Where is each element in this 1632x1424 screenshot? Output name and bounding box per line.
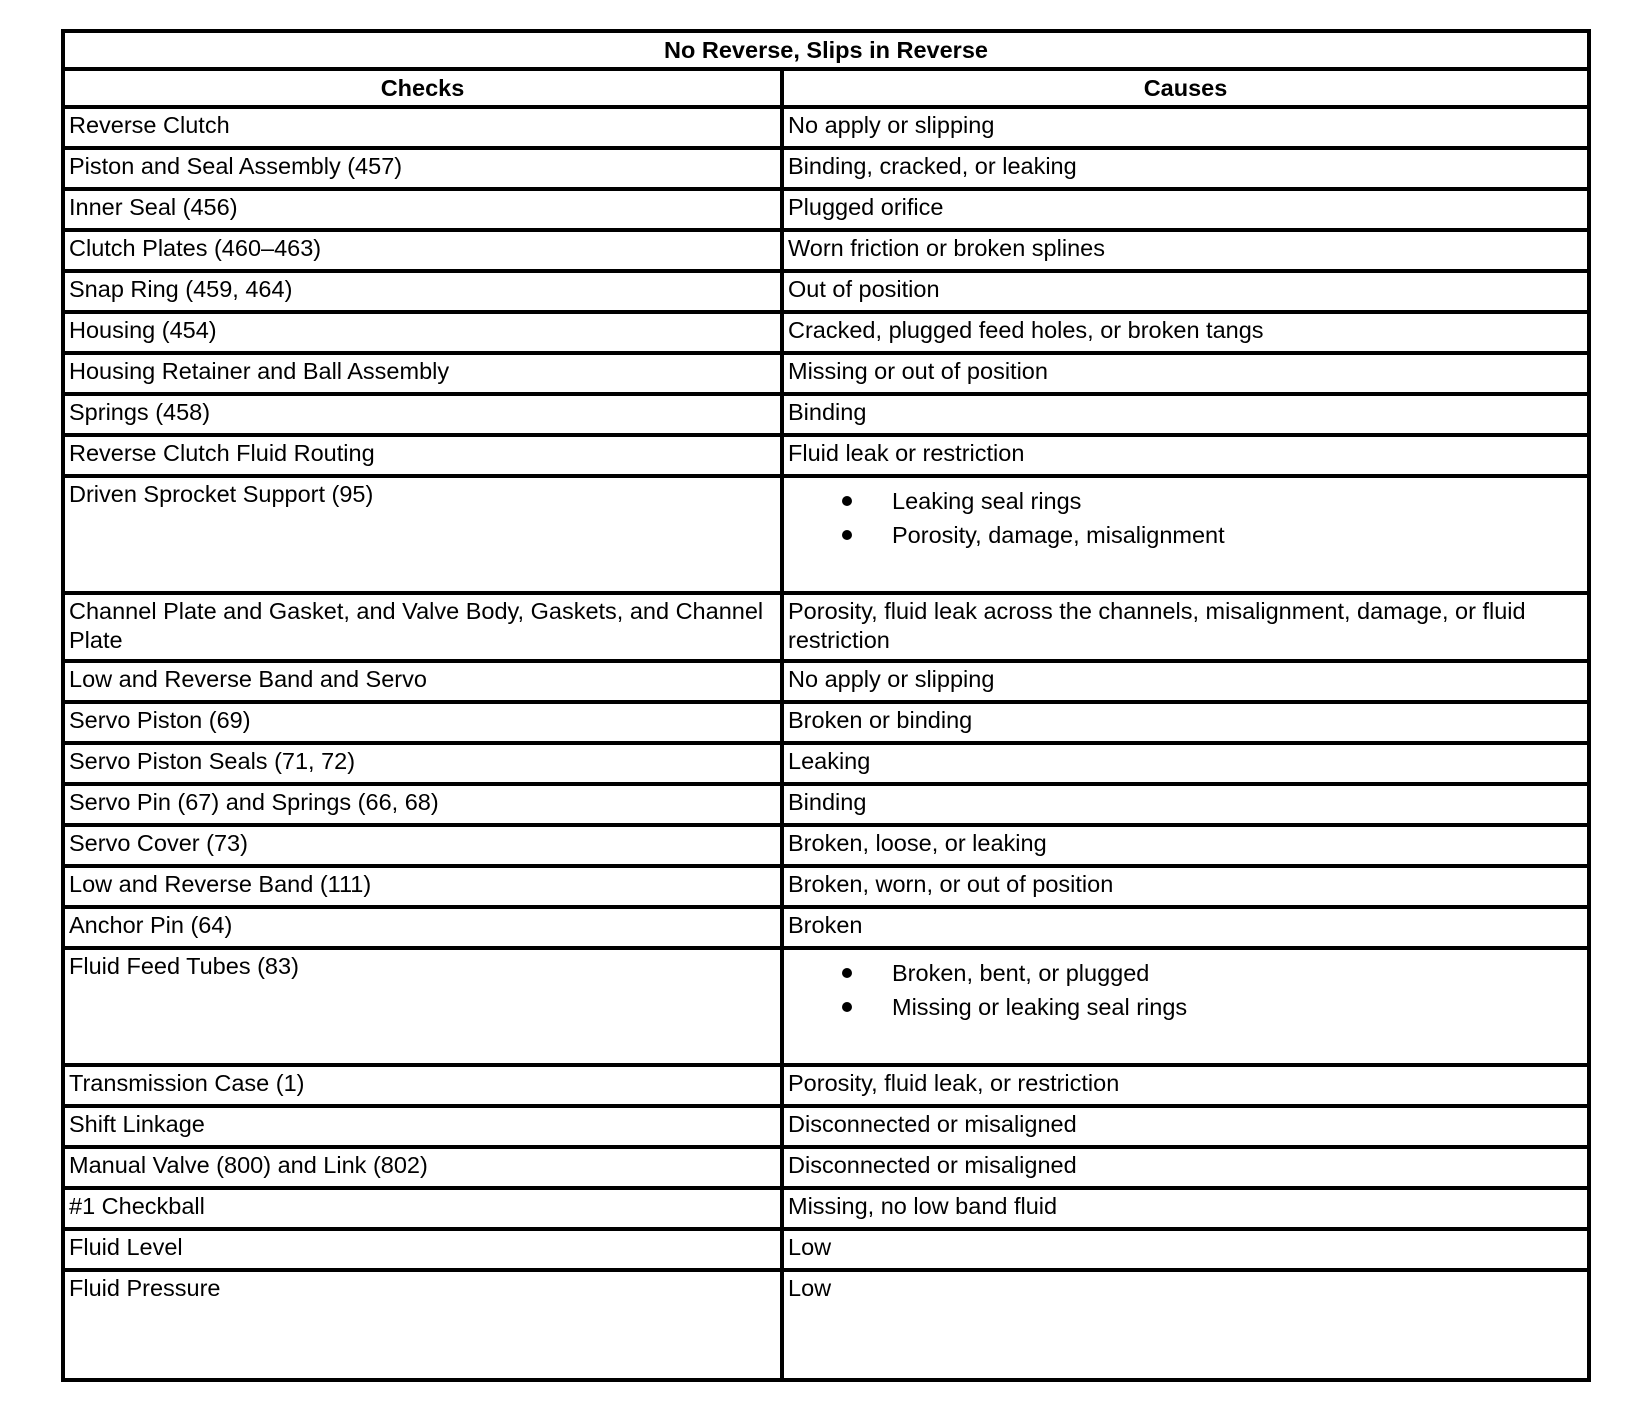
table-row xyxy=(63,743,1589,784)
table-header-row xyxy=(63,69,1589,107)
table-row xyxy=(63,394,1589,435)
check-cell: Clutch Plates (460–463) xyxy=(63,230,782,271)
table-row xyxy=(63,1270,1589,1380)
table-row xyxy=(63,948,1589,1065)
table-row xyxy=(63,825,1589,866)
causes-header: Causes xyxy=(782,69,1589,107)
table-row xyxy=(63,1147,1589,1188)
bullet-icon xyxy=(842,530,852,540)
table-row xyxy=(63,476,1589,593)
cause-cell: Missing or out of position xyxy=(782,353,1589,394)
cause-cell: Binding, cracked, or leaking xyxy=(782,148,1589,189)
check-cell: Manual Valve (800) and Link (802) xyxy=(63,1147,782,1188)
table-row xyxy=(63,1229,1589,1270)
check-cell: Driven Sprocket Support (95) xyxy=(63,476,782,593)
cause-cell: Broken xyxy=(782,907,1589,948)
table-row xyxy=(63,230,1589,271)
table-row xyxy=(63,1188,1589,1229)
check-cell: Low and Reverse Band (111) xyxy=(63,866,782,907)
bullet-icon xyxy=(842,496,852,506)
check-cell: Servo Pin (67) and Springs (66, 68) xyxy=(63,784,782,825)
cause-cell: Low xyxy=(782,1270,1589,1380)
check-cell: Anchor Pin (64) xyxy=(63,907,782,948)
check-cell: Reverse Clutch xyxy=(63,107,782,148)
cause-cell: Porosity, fluid leak across the channels, misalignment, damage, or fluid restriction xyxy=(782,593,1589,661)
table-row xyxy=(63,189,1589,230)
cause-cell: Worn friction or broken splines xyxy=(782,230,1589,271)
cause-cell: No apply or slipping xyxy=(782,107,1589,148)
bullet-item xyxy=(892,956,1581,990)
cause-cell xyxy=(782,948,1589,1065)
check-cell: Springs (458) xyxy=(63,394,782,435)
check-cell: Fluid Pressure xyxy=(63,1270,782,1380)
cause-cell: Low xyxy=(782,1229,1589,1270)
table-row xyxy=(63,148,1589,189)
table-row xyxy=(63,784,1589,825)
bullet-text: Broken, bent, or plugged xyxy=(892,960,1150,986)
cause-cell: Broken or binding xyxy=(782,702,1589,743)
check-cell: Reverse Clutch Fluid Routing xyxy=(63,435,782,476)
check-cell: Low and Reverse Band and Servo xyxy=(63,661,782,702)
table-row xyxy=(63,353,1589,394)
cause-cell: Porosity, fluid leak, or restriction xyxy=(782,1065,1589,1106)
bullet-item xyxy=(892,990,1581,1024)
table-row xyxy=(63,312,1589,353)
cause-cell: Missing, no low band fluid xyxy=(782,1188,1589,1229)
table-row xyxy=(63,866,1589,907)
bullet-text: Leaking seal rings xyxy=(892,488,1082,514)
cause-cell: Leaking xyxy=(782,743,1589,784)
cause-cell: Broken, worn, or out of position xyxy=(782,866,1589,907)
checks-header: Checks xyxy=(63,69,782,107)
check-cell: Servo Piston (69) xyxy=(63,702,782,743)
cause-cell: Plugged orifice xyxy=(782,189,1589,230)
check-cell: Fluid Level xyxy=(63,1229,782,1270)
table-row xyxy=(63,593,1589,661)
cause-bullet-list xyxy=(788,484,1581,552)
cause-cell: Binding xyxy=(782,394,1589,435)
table-row xyxy=(63,107,1589,148)
bullet-text: Missing or leaking seal rings xyxy=(892,994,1188,1020)
table-row xyxy=(63,661,1589,702)
table-title-row xyxy=(63,31,1589,69)
bullet-item xyxy=(892,484,1581,518)
check-cell: Snap Ring (459, 464) xyxy=(63,271,782,312)
cause-cell: Out of position xyxy=(782,271,1589,312)
check-cell: Fluid Feed Tubes (83) xyxy=(63,948,782,1065)
check-cell: Shift Linkage xyxy=(63,1106,782,1147)
cause-cell: Broken, loose, or leaking xyxy=(782,825,1589,866)
table-row xyxy=(63,271,1589,312)
bullet-icon xyxy=(842,968,852,978)
check-cell: #1 Checkball xyxy=(63,1188,782,1229)
bullet-item xyxy=(892,518,1581,552)
table-row xyxy=(63,1065,1589,1106)
bullet-icon xyxy=(842,1002,852,1012)
check-cell: Servo Piston Seals (71, 72) xyxy=(63,743,782,784)
bullet-text: Porosity, damage, misalignment xyxy=(892,522,1225,548)
check-cell: Transmission Case (1) xyxy=(63,1065,782,1106)
table-row xyxy=(63,702,1589,743)
cause-cell: Disconnected or misaligned xyxy=(782,1106,1589,1147)
cause-cell: Fluid leak or restriction xyxy=(782,435,1589,476)
cause-cell: Cracked, plugged feed holes, or broken tangs xyxy=(782,312,1589,353)
check-cell: Housing (454) xyxy=(63,312,782,353)
check-cell: Piston and Seal Assembly (457) xyxy=(63,148,782,189)
check-cell: Channel Plate and Gasket, and Valve Body, Gaskets, and Channel Plate xyxy=(63,593,782,661)
cause-cell: Disconnected or misaligned xyxy=(782,1147,1589,1188)
check-cell: Housing Retainer and Ball Assembly xyxy=(63,353,782,394)
table-row xyxy=(63,907,1589,948)
table-title: No Reverse, Slips in Reverse xyxy=(63,31,1589,69)
cause-cell: Binding xyxy=(782,784,1589,825)
diagnostic-table xyxy=(61,29,1591,1382)
table-row xyxy=(63,435,1589,476)
cause-cell xyxy=(782,476,1589,593)
cause-bullet-list xyxy=(788,956,1581,1024)
table-row xyxy=(63,1106,1589,1147)
check-cell: Inner Seal (456) xyxy=(63,189,782,230)
cause-cell: No apply or slipping xyxy=(782,661,1589,702)
check-cell: Servo Cover (73) xyxy=(63,825,782,866)
